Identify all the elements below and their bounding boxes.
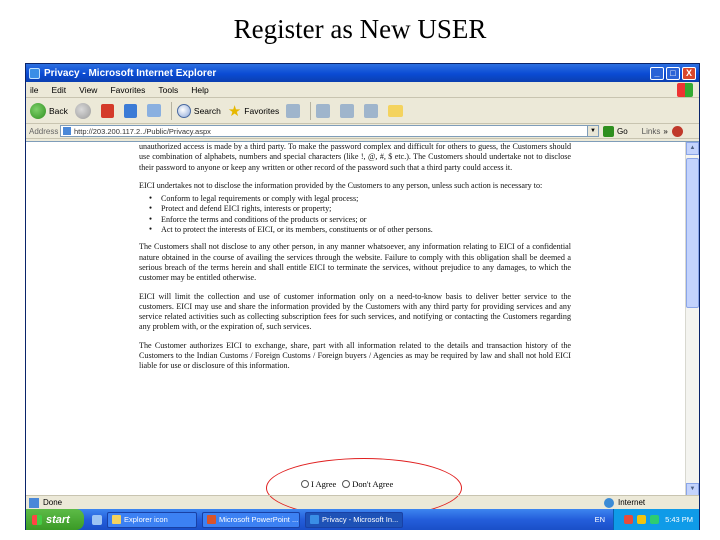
home-icon [147, 104, 161, 117]
taskbar-item-powerpoint[interactable] [202, 512, 300, 528]
address-bar [26, 124, 699, 139]
folder-icon [112, 515, 121, 524]
tray-icon[interactable] [637, 515, 646, 524]
status-text: Done [43, 498, 63, 507]
stop-icon [101, 104, 114, 118]
address-url: http://203.200.117.2../Public/Privacy.aspx [74, 126, 211, 136]
menu-edit[interactable]: Edit [51, 84, 67, 95]
privacy-document [139, 142, 571, 380]
paragraph-authorization: The Customer authorizes EICI to exchange, share, part with all information related to the details and transaction history of the Customers to the Indian Customs / Foreign Customs / Foreign buyers / Agencies as may be required by law and shall not hold EICI liable for use or disclosure of this information. [139, 340, 571, 371]
powerpoint-icon [207, 515, 216, 524]
toolbar-extra-icon[interactable] [672, 126, 683, 137]
menu-tools[interactable]: Tools [158, 84, 179, 95]
system-tray [613, 509, 699, 530]
back-label: Back [49, 105, 68, 116]
search-icon [177, 104, 191, 118]
windows-flag-icon [677, 83, 693, 97]
ie-icon [310, 515, 319, 524]
back-button[interactable] [30, 103, 68, 119]
vertical-scrollbar[interactable] [685, 142, 699, 496]
taskbar-item-privacy[interactable] [305, 512, 403, 528]
title-bar[interactable] [26, 64, 699, 82]
search-button[interactable] [177, 104, 221, 118]
disagree-option[interactable] [342, 479, 393, 489]
links-button[interactable]: Links [641, 126, 661, 136]
disagree-radio[interactable] [342, 480, 350, 488]
go-label: Go [617, 126, 628, 136]
toolbar [26, 98, 699, 124]
browser-window [25, 63, 700, 530]
agreement-options [301, 479, 399, 489]
stop-button[interactable] [101, 104, 117, 118]
refresh-button[interactable] [124, 104, 140, 118]
paragraph-disclosure: EICI undertakes not to disclose the information provided by the Customers to any person, unless such action is necessary to: [139, 180, 543, 190]
menu-view[interactable]: View [79, 84, 98, 95]
menu-bar [26, 82, 699, 98]
scroll-down-button[interactable]: ▼ [686, 483, 699, 496]
print-icon [340, 104, 354, 118]
print-button[interactable] [340, 104, 357, 118]
clock: 5:43 PM [665, 515, 693, 524]
history-icon [286, 104, 300, 118]
search-label: Search [193, 105, 221, 116]
taskbar-item-explorer[interactable] [107, 512, 197, 528]
favorites-button[interactable] [228, 102, 279, 120]
agree-option[interactable] [301, 479, 336, 489]
disclosure-list [149, 194, 571, 235]
refresh-icon [124, 104, 137, 118]
tray-icon[interactable] [650, 515, 659, 524]
toolbar-separator [171, 102, 172, 120]
toolbar-separator [310, 102, 311, 120]
zone-label: Internet [618, 498, 646, 507]
star-icon: ★ [227, 102, 242, 120]
page-icon [63, 127, 71, 135]
forward-button[interactable] [75, 103, 94, 119]
list-item: ● Enforce the terms and conditions of the products or services; or [149, 215, 571, 225]
paragraph-password: unauthorized access is made by a third party. To make the password complex and difficult for others to guess, the Customers should use combination of alphabets, numbers and special characters (like !, @, #, $ etc.). The Customers should undertake not to disclose their password to anyone or keep any written or other record of the password such that a third party could access it. [139, 142, 571, 172]
mail-button[interactable] [316, 104, 333, 118]
language-indicator[interactable]: EN [594, 515, 606, 524]
scroll-thumb[interactable] [686, 158, 699, 308]
task-label: Microsoft PowerPoint ... [219, 515, 299, 524]
close-button[interactable]: X [682, 67, 696, 80]
task-label: Privacy - Microsoft In... [322, 515, 399, 524]
page-done-icon [29, 498, 39, 508]
go-arrow-icon [603, 126, 614, 137]
task-label: Explorer icon [124, 515, 168, 524]
back-arrow-icon [30, 103, 46, 119]
edit-button[interactable] [364, 104, 381, 118]
paragraph-collection: EICI will limit the collection and use of customer information only on a need-to-know basis to deliver better service to the customers. EICI may use and share the information provided by the Customers with any third party for providing services and any service related activities such as collecting subscription fees for such services, and notifying or contacting the Customers regarding any problem with, or the expiration of, such services. [139, 291, 571, 332]
globe-icon [604, 498, 614, 508]
go-button[interactable] [603, 126, 628, 137]
maximize-button[interactable]: □ [666, 67, 680, 80]
slide-title: Register as New USER [233, 14, 487, 44]
home-button[interactable] [147, 104, 164, 117]
start-button[interactable] [26, 509, 84, 530]
history-button[interactable] [286, 104, 303, 118]
page-content [26, 141, 699, 495]
list-item: ● Act to protect the interests of EICI, or its members, constituents or of other persons. [149, 225, 571, 235]
disagree-label: Don't Agree [352, 479, 394, 489]
security-zone [604, 498, 645, 508]
status-bar [26, 495, 699, 509]
start-label: start [46, 513, 70, 526]
mail-icon [316, 104, 330, 118]
address-label: Address [29, 126, 59, 136]
menu-favorites[interactable]: Favorites [110, 84, 146, 95]
scroll-up-button[interactable]: ▲ [686, 142, 699, 155]
forward-arrow-icon [75, 103, 91, 119]
list-item: ● Conform to legal requirements or comply with legal process; [149, 194, 571, 204]
tray-icon[interactable] [624, 515, 633, 524]
list-item: ● Protect and defend EICI rights, interests or property; [149, 204, 571, 214]
ie-icon [29, 68, 40, 79]
address-input[interactable] [60, 125, 588, 137]
links-chevron[interactable]: » [663, 126, 668, 136]
agree-label: I Agree [311, 479, 337, 489]
address-dropdown-button[interactable]: ▼ [588, 125, 599, 137]
edit-icon [364, 104, 378, 118]
menu-help[interactable]: Help [191, 84, 209, 95]
window-title: Privacy - Microsoft Internet Explorer [44, 67, 217, 79]
minimize-button[interactable]: _ [650, 67, 664, 80]
menu-file[interactable]: ile [30, 84, 39, 95]
quick-launch-icon[interactable] [92, 515, 102, 525]
taskbar [26, 509, 699, 530]
agree-radio[interactable] [301, 480, 309, 488]
favorites-label: Favorites [244, 105, 280, 116]
paragraph-confidential: The Customers shall not disclose to any other person, in any manner whatsoever, any information relating to EICI of a confidential nature obtained in the course of availing the services through the website. Failure to comply with this obligation shall be deemed a serious breach of the terms herein and shall entitle EICI to terminate the services, without prejudice to any damages, to which the customer may be entitled otherwise. [139, 242, 571, 283]
windows-logo-icon [32, 515, 42, 525]
folder-button[interactable] [388, 105, 406, 117]
folder-icon [388, 105, 403, 117]
